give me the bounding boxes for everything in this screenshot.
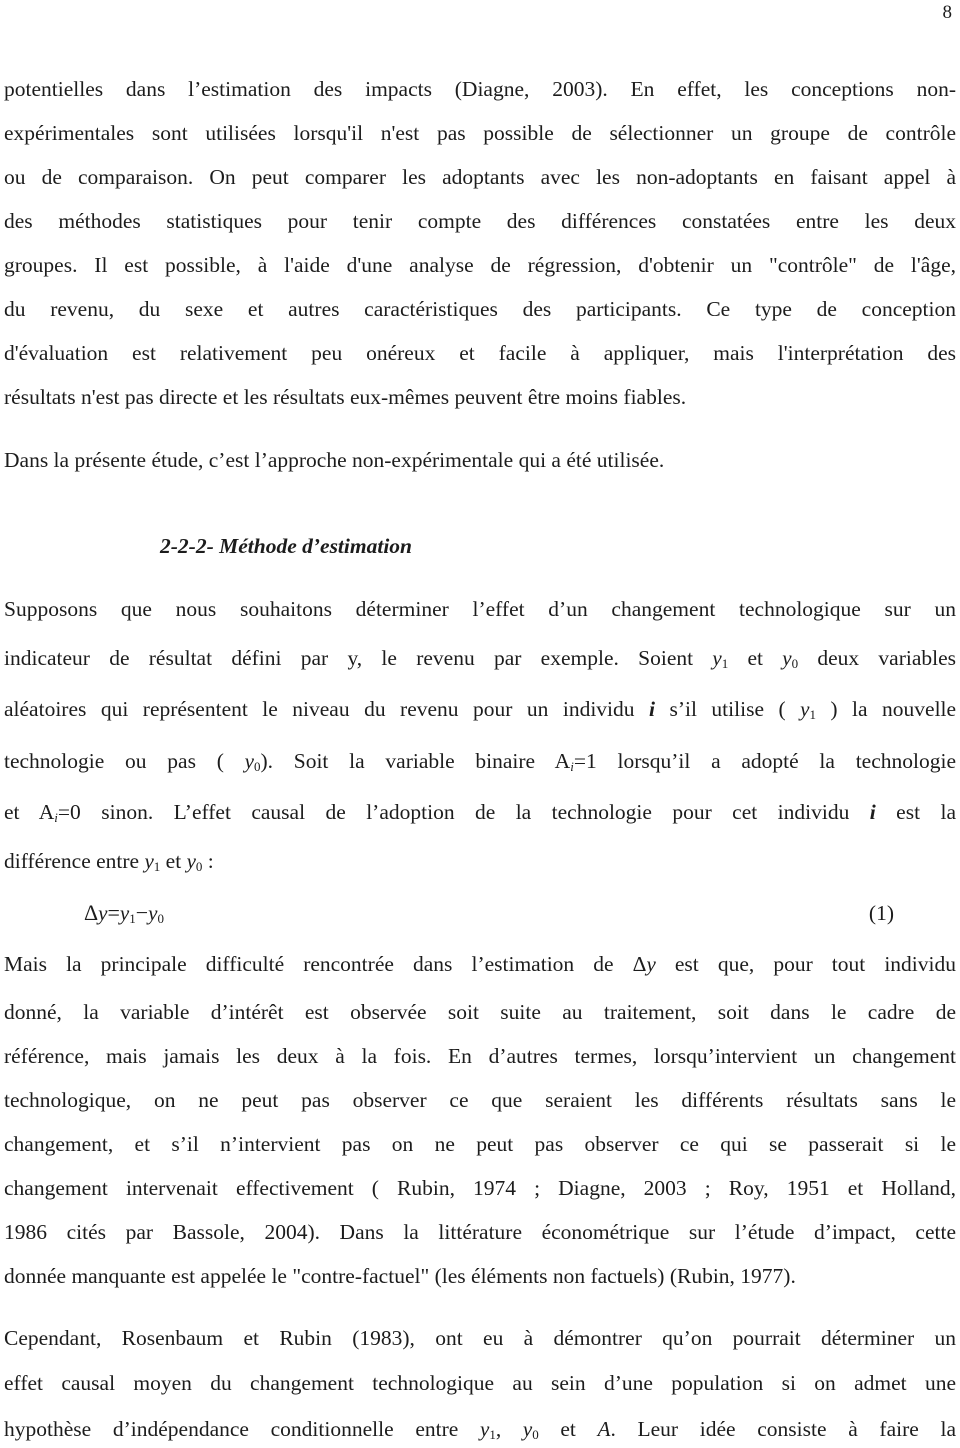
- equation-number: (1): [868, 901, 894, 925]
- text-line: groupes. Il est possible, à l'aide d'une analyse de régression, d'obtenir un "contrôle" de l'âge,: [4, 253, 956, 277]
- text-line: technologie ou pas ( $y_0$). Soit la variable binaire Ai=1 lorsqu’il a adopté la technologie: [4, 749, 956, 774]
- text-line: Mais la principale difficulté rencontrée dans l’estimation de Δy est que, pour tout individu: [4, 952, 956, 976]
- text-line: potentielles dans l’estimation des impacts (Diagne, 2003). En effet, les conceptions non-: [4, 77, 956, 101]
- text-line: Dans la présente étude, c’est l’approche non-expérimentale qui a été utilisée.: [4, 448, 665, 472]
- text-line: du revenu, du sexe et autres caractéristiques des participants. Ce type de conception: [4, 297, 956, 321]
- section-heading: 2-2-2- Méthode d’estimation: [160, 534, 413, 558]
- text-line: d'évaluation est relativement peu onéreux et facile à appliquer, mais l'interprétation des: [4, 341, 956, 365]
- text-line: hypothèse d’indépendance conditionnelle entre $y_1$, $y_0$ et A. Leur idée consiste à faire la: [4, 1417, 957, 1442]
- text-line: aléatoires qui représentent le niveau du revenu pour un individu i s’il utilise ( $y_1$ ) la nouvelle: [4, 697, 957, 722]
- text-line: et Ai=0 sinon. L’effet causal de l’adoption de la technologie pour cet individu i est la: [4, 800, 956, 825]
- text-line: 1986 cités par Bassole, 2004). Dans la littérature économétrique sur l’étude d’impact, cette: [4, 1220, 956, 1244]
- text-line: donnée manquante est appelée le "contre-factuel" (les éléments non factuels) (Rubin, 1977).: [4, 1264, 796, 1288]
- text-line: résultats n'est pas directe et les résultats eux-mêmes peuvent être moins fiables.: [4, 385, 687, 409]
- text-line: donné, la variable d’intérêt est observée soit suite au traitement, soit dans le cadre de: [4, 1000, 956, 1024]
- text-line: différence entre $y_1$ et $y_0$ :: [4, 849, 214, 874]
- text-line: Supposons que nous souhaitons déterminer l’effet d’un changement technologique sur un: [4, 597, 956, 621]
- text-line: des méthodes statistiques pour tenir compte des différences constatées entre les deux: [4, 209, 956, 233]
- text-line: technologique, on ne peut pas observer ce que seraient les différents résultats sans le: [4, 1088, 956, 1112]
- text-line: changement, et s’il n’intervient pas on ne peut pas observer ce qui se passerait si le: [4, 1132, 956, 1156]
- page-number: 8: [942, 2, 952, 23]
- text-line: indicateur de résultat défini par y, le revenu par exemple. Soient $y_1$ et $y_0$ deux variables: [4, 646, 956, 671]
- text-line: Cependant, Rosenbaum et Rubin (1983), ont eu à démontrer qu’on pourrait déterminer un: [4, 1326, 956, 1350]
- text-line: référence, mais jamais les deux à la fois. En d’autres termes, lorsqu’intervient un changement: [4, 1044, 956, 1068]
- text-line: effet causal moyen du changement technologique au sein d’une population si on admet une: [4, 1371, 956, 1395]
- text-line: changement intervenait effectivement ( Rubin, 1974 ; Diagne, 2003 ; Roy, 1951 et Holland,: [4, 1176, 956, 1200]
- equation-1: $\Delta y=y_1-y_0$: [84, 900, 164, 926]
- text-line: ou de comparaison. On peut comparer les adoptants avec les non-adoptants en faisant appel à: [4, 165, 956, 189]
- text-line: expérimentales sont utilisées lorsqu'il n'est pas possible de sélectionner un groupe de contrôle: [4, 121, 956, 145]
